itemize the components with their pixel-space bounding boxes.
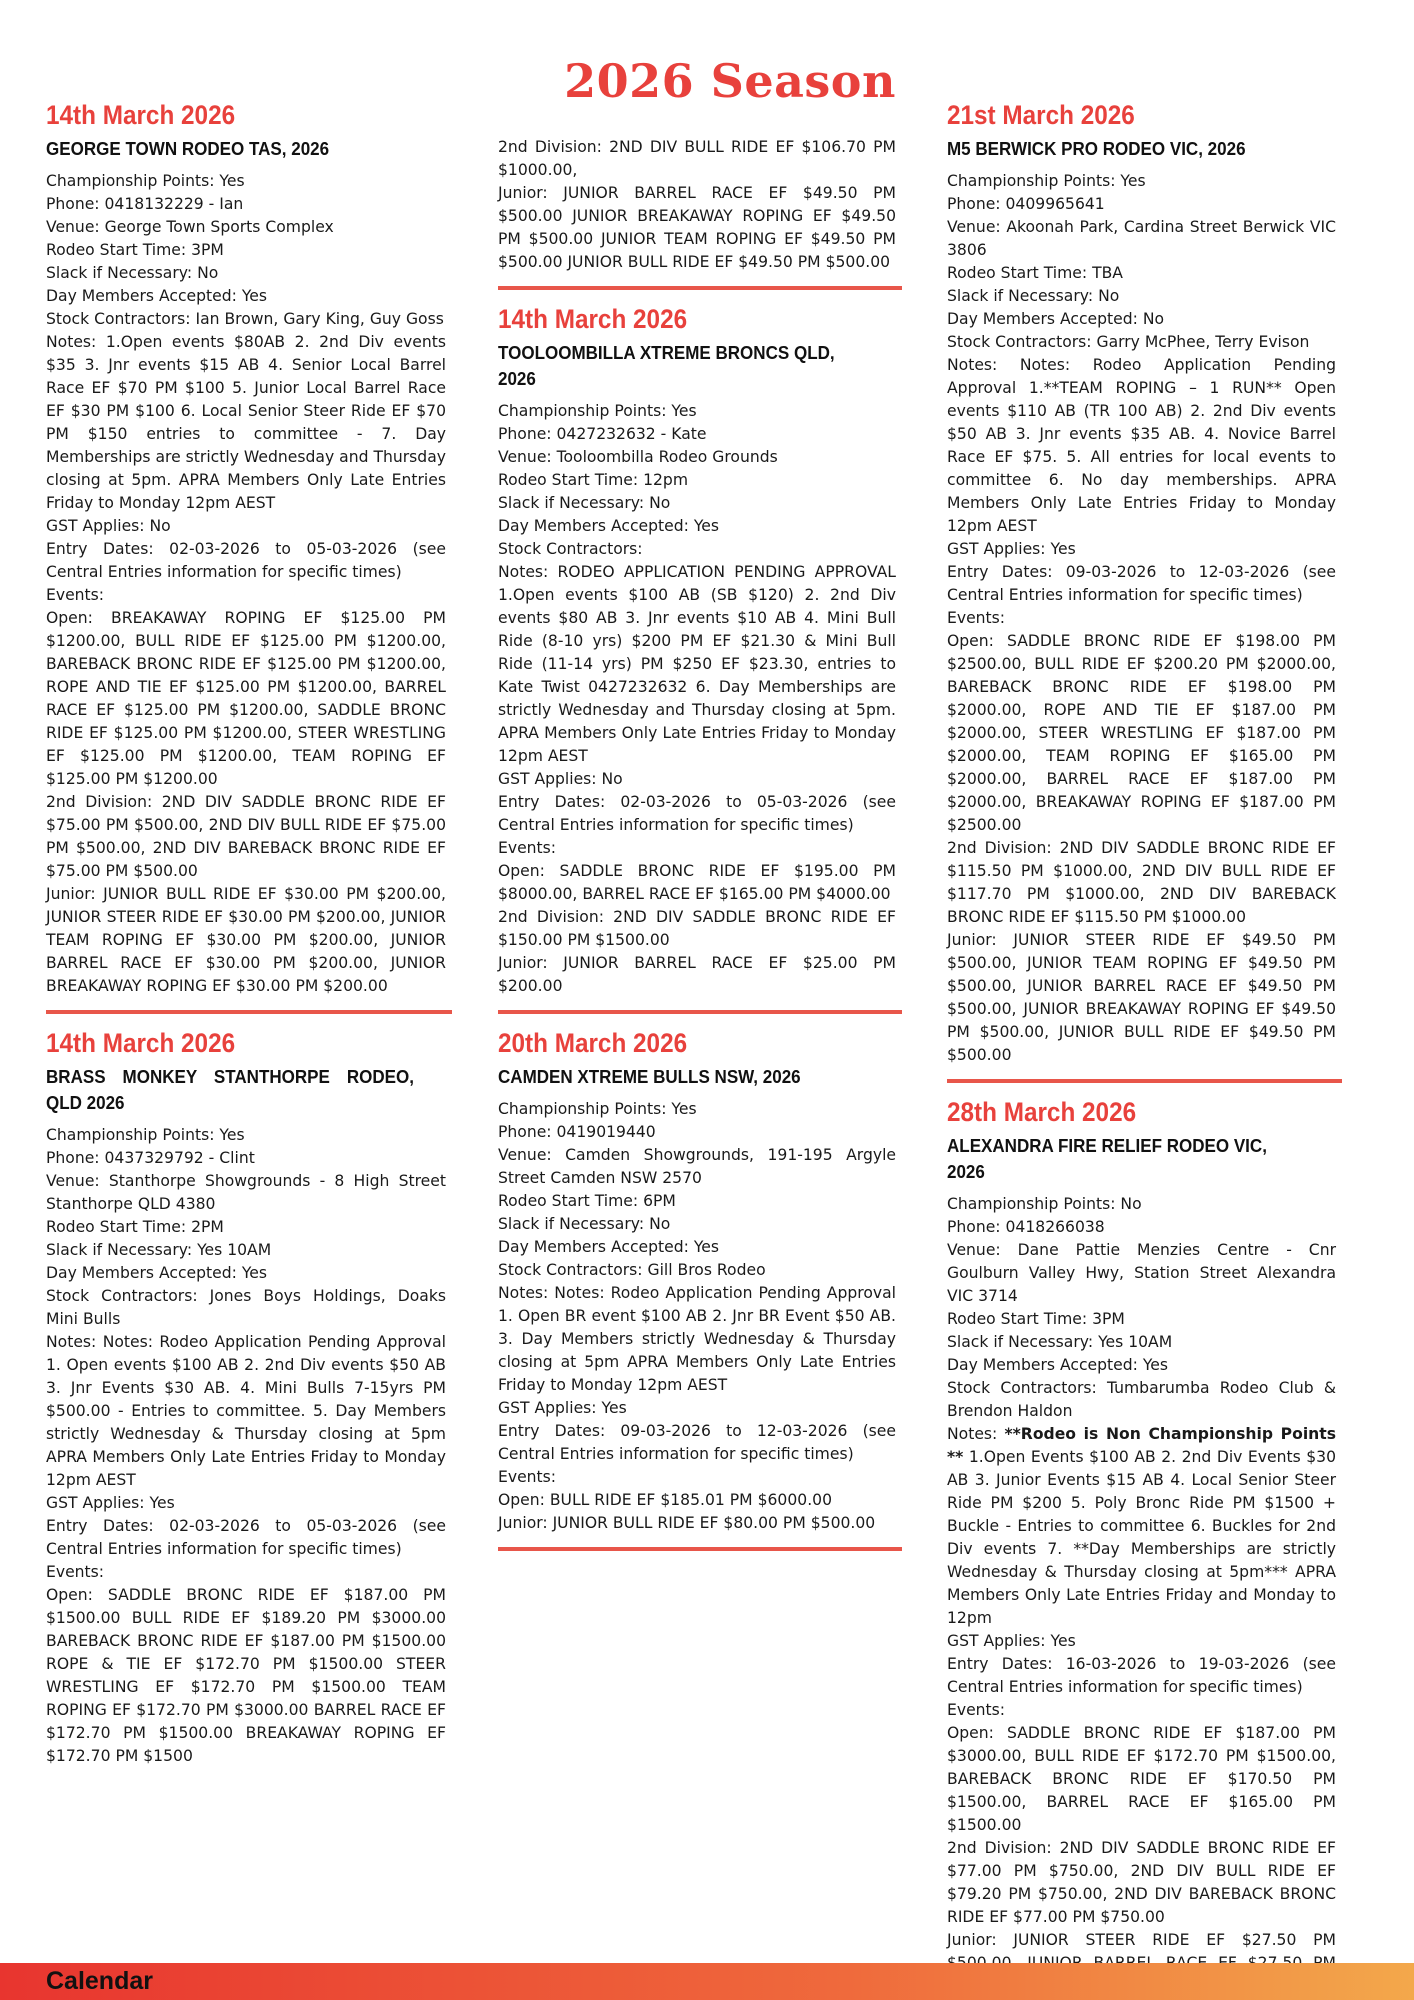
detail-line: Venue: Tooloombilla Rodeo Grounds: [498, 448, 778, 466]
detail-line: Championship Points: Yes: [947, 172, 1146, 190]
footer-bar: [0, 1963, 1414, 2000]
detail-line: Phone: 0409965641: [947, 195, 1105, 213]
detail-line: Phone: 0418266038: [947, 1218, 1105, 1236]
column-3: [947, 98, 1336, 1998]
detail-line: Notes: Notes: Rodeo Application Pending Approval 1. Open BR event $100 AB 2. Jnr BR Event $50 AB. 3. Day Members strictly Wednesday & Thursday closing at 5pm APRA Members Only Late Entries Friday to Monday 12pm AEST: [498, 1284, 896, 1394]
detail-line: Open: SADDLE BRONC RIDE EF $187.00 PM $1500.00 BULL RIDE EF $189.20 PM $3000.00 BAREBACK BRONC RIDE EF $187.00 PM $1500.00 ROPE & TIE EF $172.70 PM $1500.00 STEER WRESTLING EF $172.70 PM $1500.00 TEAM ROPING EF $172.70 PM $3000.00 BARREL RACE EF $172.70 PM $1500.00 BREAKAWAY ROPING EF $172.70 PM $1500: [46, 1586, 446, 1765]
divider: [498, 1547, 902, 1551]
detail-line: Stock Contractors:: [498, 540, 643, 558]
detail-line: Stock Contractors: Jones Boys Holdings, Doaks Mini Bulls: [46, 1287, 446, 1328]
detail-line: Day Members Accepted: Yes: [498, 1238, 719, 1256]
detail-line: Venue: Camden Showgrounds, 191-195 Argyle Street Camden NSW 2570: [498, 1146, 896, 1187]
detail-line: Championship Points: Yes: [46, 1126, 245, 1144]
event-name: GEORGE TOWN RODEO TAS, 2026: [46, 138, 330, 159]
detail-line: Rodeo Start Time: 6PM: [498, 1192, 676, 1210]
event-date: 28th March 2026: [947, 1097, 1137, 1127]
detail-line: Events:: [947, 609, 1006, 627]
detail-line: GST Applies: Yes: [947, 540, 1076, 558]
detail-line: Venue: Dane Pattie Menzies Centre - Cnr Goulburn Valley Hwy, Station Street Alexandra VIC 3714: [947, 1241, 1336, 1305]
event-date: 21st March 2026: [947, 100, 1135, 130]
event-alexandra: [947, 1095, 1336, 1998]
event-notes: [947, 1423, 1336, 1630]
detail-line: Rodeo Start Time: TBA: [947, 264, 1123, 282]
event-details: [498, 1098, 896, 1535]
detail-line: Notes: 1.Open events $80AB 2. 2nd Div events $35 3. Jnr events $15 AB 4. Senior Local Barrel Race EF $70 PM $100 5. Junior Local Barrel Race EF $30 PM $100 6. Local Senior Steer Ride EF $70 PM $150 entries to committee - 7. Day Memberships are strictly Wednesday and Thursday closing at 5pm. APRA Members Only Late Entries Friday to Monday 12pm AEST: [46, 333, 446, 512]
detail-line: Slack if Necessary: No: [46, 264, 219, 282]
event-camden: [498, 1026, 896, 1535]
detail-line: Events:: [46, 1563, 105, 1581]
event-details: [46, 170, 446, 998]
detail-line: Rodeo Start Time: 3PM: [46, 241, 224, 259]
detail-line: Stock Contractors: Garry McPhee, Terry Evison: [947, 333, 1310, 351]
event-details: [947, 170, 1336, 1067]
detail-line: Rodeo Start Time: 3PM: [947, 1310, 1125, 1328]
detail-line: Junior: JUNIOR BARREL RACE EF $49.50 PM $500.00 JUNIOR BREAKAWAY ROPING EF $49.50 PM $500.00 JUNIOR TEAM ROPING EF $49.50 PM $500.00 JUNIOR BULL RIDE EF $49.50 PM $500.00: [498, 184, 896, 271]
detail-line: Day Members Accepted: Yes: [947, 1356, 1168, 1374]
detail-line: Entry Dates: 02-03-2026 to 05-03-2026 (see Central Entries information for specific times): [46, 540, 446, 581]
detail-line: Slack if Necessary: No: [498, 1215, 671, 1233]
event-details: [46, 1124, 446, 1768]
event-date: 14th March 2026: [46, 100, 236, 130]
detail-line: GST Applies: Yes: [46, 1494, 175, 1512]
detail-line: Stock Contractors: Gill Bros Rodeo: [498, 1261, 766, 1279]
column-1: [46, 98, 446, 1768]
detail-line: Events:: [498, 1468, 557, 1486]
detail-line: Day Members Accepted: No: [947, 310, 1165, 328]
divider: [498, 1010, 902, 1014]
detail-line: Championship Points: Yes: [498, 1100, 697, 1118]
detail-line: Open: SADDLE BRONC RIDE EF $187.00 PM $3000.00, BULL RIDE EF $172.70 PM $1500.00, BAREBACK BRONC RIDE EF $170.50 PM $1500.00, BARREL RACE EF $165.00 PM $1500.00: [947, 1724, 1336, 1834]
event-details: [498, 400, 896, 998]
detail-line: Entry Dates: 02-03-2026 to 05-03-2026 (see Central Entries information for specific times): [498, 793, 896, 834]
event-name: BRASS MONKEY STANTHORPE RODEO, QLD 2026: [46, 1066, 414, 1113]
event-name: TOOLOOMBILLA XTREME BRONCS QLD, 2026: [498, 342, 835, 389]
detail-line: Junior: JUNIOR BULL RIDE EF $30.00 PM $200.00, JUNIOR STEER RIDE EF $30.00 PM $200.00, JUNIOR TEAM ROPING EF $30.00 PM $200.00, JUNIOR BARREL RACE EF $30.00 PM $200.00, JUNIOR BREAKAWAY ROPING EF $30.00 PM $200.00: [46, 885, 446, 995]
detail-line: Slack if Necessary: No: [498, 494, 671, 512]
detail-line: 2nd Division: 2ND DIV BULL RIDE EF $106.70 PM $1000.00,: [498, 138, 896, 179]
divider: [498, 286, 902, 290]
detail-line: Junior: JUNIOR STEER RIDE EF $49.50 PM $500.00, JUNIOR TEAM ROPING EF $49.50 PM $500.00, JUNIOR BARREL RACE EF $49.50 PM $500.00, JUNIOR BREAKAWAY ROPING EF $49.50 PM $500.00, JUNIOR BULL RIDE EF $49.50 PM $500.00: [947, 931, 1336, 1064]
detail-line: 2nd Division: 2ND DIV SADDLE BRONC RIDE EF $150.00 PM $1500.00: [498, 908, 896, 949]
detail-line: Day Members Accepted: Yes: [498, 517, 719, 535]
detail-line: Slack if Necessary: Yes 10AM: [947, 1333, 1173, 1351]
event-continued: [498, 136, 896, 274]
detail-line: Stock Contractors: Ian Brown, Gary King, Guy Goss: [46, 310, 444, 328]
event-name: CAMDEN XTREME BULLS NSW, 2026: [498, 1066, 801, 1087]
footer-label: Calendar: [46, 1967, 153, 1995]
detail-line: Open: BULL RIDE EF $185.01 PM $6000.00: [498, 1491, 832, 1509]
detail-line: Phone: 0419019440: [498, 1123, 656, 1141]
detail-line: Championship Points: Yes: [46, 172, 245, 190]
detail-line: Events:: [498, 839, 557, 857]
notes-prefix: Notes:: [947, 1425, 1005, 1443]
detail-line: 2nd Division: 2ND DIV SADDLE BRONC RIDE EF $77.00 PM $750.00, 2ND DIV BULL RIDE EF $79.20 PM $750.00, 2ND DIV BAREBACK BRONC RIDE EF $77.00 PM $750.00: [947, 1839, 1336, 1926]
detail-line: Rodeo Start Time: 12pm: [498, 471, 689, 489]
detail-line: GST Applies: No: [498, 770, 623, 788]
notes-highlight: **Rodeo is Non Championship Points **: [947, 1425, 1337, 1466]
detail-line: Open: SADDLE BRONC RIDE EF $195.00 PM $8000.00, BARREL RACE EF $165.00 PM $4000.00: [498, 862, 896, 903]
detail-line: Entry Dates: 09-03-2026 to 12-03-2026 (see Central Entries information for specific times): [498, 1422, 896, 1463]
detail-line: Rodeo Start Time: 2PM: [46, 1218, 224, 1236]
event-date: 20th March 2026: [498, 1028, 688, 1058]
detail-line: Championship Points: Yes: [498, 402, 697, 420]
event-berwick: [947, 98, 1336, 1067]
event-brass-monkey: [46, 1026, 446, 1768]
event-name: M5 BERWICK PRO RODEO VIC, 2026: [947, 138, 1246, 159]
detail-line: Phone: 0437329792 - Clint: [46, 1149, 255, 1167]
detail-line: Venue: George Town Sports Complex: [46, 218, 334, 236]
detail-line: Open: SADDLE BRONC RIDE EF $198.00 PM $2500.00, BULL RIDE EF $200.20 PM $2000.00, BAREBACK BRONC RIDE EF $198.00 PM $2000.00, ROPE AND TIE EF $187.00 PM $2000.00, STEER WRESTLING EF $187.00 PM $2000.00, TEAM ROPING EF $165.00 PM $2000.00, BARREL RACE EF $187.00 PM $2000.00, BREAKAWAY ROPING EF $187.00 PM $2500.00: [947, 632, 1336, 834]
detail-line: Venue: Stanthorpe Showgrounds - 8 High Street Stanthorpe QLD 4380: [46, 1172, 446, 1213]
detail-line: 2nd Division: 2ND DIV SADDLE BRONC RIDE EF $75.00 PM $500.00, 2ND DIV BULL RIDE EF $75.00 PM $500.00, 2ND DIV BAREBACK BRONC RIDE EF $75.00 PM $500.00: [46, 793, 446, 880]
detail-line: Slack if Necessary: Yes 10AM: [46, 1241, 272, 1259]
detail-line: Events:: [46, 586, 105, 604]
detail-line: Slack if Necessary: No: [947, 287, 1120, 305]
detail-line: Junior: JUNIOR BARREL RACE EF $25.00 PM $200.00: [498, 954, 896, 995]
detail-line: Day Members Accepted: Yes: [46, 1264, 267, 1282]
detail-line: Notes: Notes: Rodeo Application Pending Approval 1. Open events $100 AB 2. 2nd Div events $50 AB 3. Jnr Events $30 AB. 4. Mini Bulls 7-15yrs PM $500.00 - Entries to committee. 5. Day Members strictly Wednesday & Thursday closing at 5pm APRA Members Only Late Entries Friday to Monday 12pm AEST: [46, 1333, 446, 1489]
event-details: [947, 1193, 1336, 1423]
detail-line: GST Applies: Yes: [947, 1632, 1076, 1650]
detail-line: Junior: JUNIOR STEER RIDE EF $27.50 PM: [947, 1931, 1336, 1949]
detail-line: Junior: JUNIOR BULL RIDE EF $80.00 PM $500.00: [498, 1514, 876, 1532]
detail-line: Notes: Notes: Rodeo Application Pending Approval 1.**TEAM ROPING – 1 RUN** Open events $110 AB (TR 100 AB) 2. 2nd Div events $50 AB 3. Jnr events $35 AB. 4. Novice Barrel Race EF $75. 5. All entries for local events to committee 6. No day memberships. APRA Members Only Late Entries Friday to Monday 12pm AEST: [947, 356, 1336, 535]
event-date: 14th March 2026: [46, 1028, 236, 1058]
event-name: ALEXANDRA FIRE RELIEF RODEO VIC, 2026: [947, 1135, 1267, 1182]
detail-line: Championship Points: No: [947, 1195, 1142, 1213]
detail-line: GST Applies: Yes: [498, 1399, 627, 1417]
detail-line: Entry Dates: 09-03-2026 to 12-03-2026 (see Central Entries information for specific times): [947, 563, 1336, 604]
detail-line: 2nd Division: 2ND DIV SADDLE BRONC RIDE EF $115.50 PM $1000.00, 2ND DIV BULL RIDE EF $117.70 PM $1000.00, 2ND DIV BAREBACK BRONC RIDE EF $115.50 PM $1000.00: [947, 839, 1336, 926]
page-title: 2026 Season: [564, 54, 896, 108]
event-george-town: [46, 98, 446, 998]
detail-line: Phone: 0427232632 - Kate: [498, 425, 707, 443]
detail-line: Phone: 0418132229 - Ian: [46, 195, 244, 213]
column-2: [498, 136, 896, 1563]
detail-line: Events:: [947, 1701, 1006, 1719]
divider: [46, 1010, 452, 1014]
event-date: 14th March 2026: [498, 304, 688, 334]
detail-line: Open: BREAKAWAY ROPING EF $125.00 PM $1200.00, BULL RIDE EF $125.00 PM $1200.00, BAREBACK BRONC RIDE EF $125.00 PM $1200.00, ROPE AND TIE EF $125.00 PM $1200.00, BARREL RACE EF $125.00 PM $1200.00, SADDLE BRONC RIDE EF $125.00 PM $1200.00, STEER WRESTLING EF $125.00 PM $1200.00, TEAM ROPING EF $125.00 PM $1200.00: [46, 609, 446, 788]
event-details: [498, 136, 896, 274]
event-tooloombilla: [498, 302, 896, 998]
detail-line: Entry Dates: 02-03-2026 to 05-03-2026 (see Central Entries information for specific times): [46, 1517, 446, 1558]
detail-line: Day Members Accepted: Yes: [46, 287, 267, 305]
event-details: [947, 1630, 1336, 1998]
detail-line: Notes: RODEO APPLICATION PENDING APPROVAL 1.Open events $100 AB (SB $120) 2. 2nd Div events $80 AB 3. Jnr events $10 AB 4. Mini Bull Ride (8-10 yrs) $200 PM EF $21.30 & Mini Bull Ride (11-14 yrs) PM $250 EF $23.30, entries to Kate Twist 0427232632 6. Day Memberships are strictly Wednesday and Thursday closing at 5pm. APRA Members Only Late Entries Friday to Monday 12pm AEST: [498, 563, 896, 765]
detail-line: Venue: Akoonah Park, Cardina Street Berwick VIC 3806: [947, 218, 1336, 259]
divider: [947, 1079, 1342, 1083]
notes-body: 1.Open Events $100 AB 2. 2nd Div Events $30 AB 3. Junior Events $15 AB 4. Local Senior Steer Ride PM $200 5. Poly Bronc Ride PM $1500 + Buckle - Entries to committee 6. Buckles for 2nd Div events 7. **Day Memberships are strictly Wednesday & Thursday closing at 5pm*** APRA Members Only Late Entries Friday and Monday to 12pm: [947, 1448, 1336, 1627]
detail-line: GST Applies: No: [46, 517, 171, 535]
detail-line: Entry Dates: 16-03-2026 to 19-03-2026 (see Central Entries information for specific times): [947, 1655, 1336, 1696]
detail-line: Stock Contractors: Tumbarumba Rodeo Club & Brendon Haldon: [947, 1379, 1336, 1420]
